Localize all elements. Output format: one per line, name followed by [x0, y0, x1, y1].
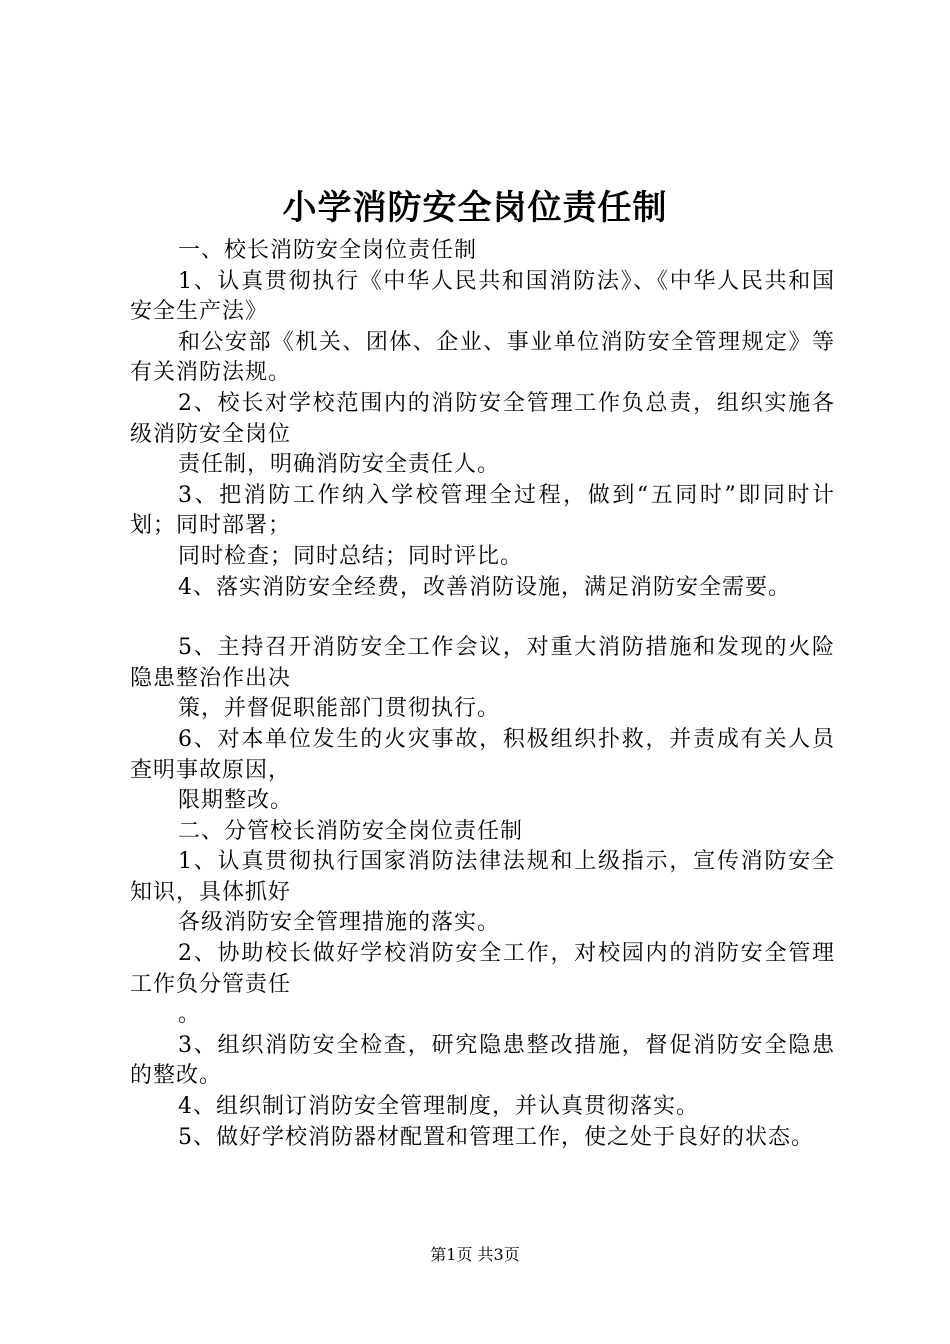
page-footer: 第1页 共3页: [430, 1245, 520, 1264]
section-heading: 二、分管校长消防安全岗位责任制: [178, 818, 524, 844]
paragraph: 1、认真贯彻执行国家消防法律法规和上级指示，宣传消防安全知识，具体抓好: [130, 849, 835, 905]
section-heading: 一、校长消防安全岗位责任制: [178, 238, 478, 263]
paragraph: 2、协助校长做好学校消防安全工作，对校园内的消防安全管理工作负分管责任: [130, 941, 835, 997]
paragraph: 。: [178, 1002, 202, 1028]
document-title: 小学消防安全岗位责任制: [282, 188, 668, 228]
paragraph: 4、落实消防安全经费，改善消防设施，满足消防安全需要。: [178, 574, 791, 600]
paragraph: 1、认真贯彻执行《中华人民共和国消防法》、《中华人民共和国安全生产法》: [130, 268, 835, 325]
paragraph: 限期整改。: [178, 788, 294, 814]
document-body: [130, 236, 835, 1153]
paragraph: 5、主持召开消防安全工作会议，对重大消防措施和发现的火险隐患整治作出决: [130, 635, 835, 691]
paragraph: 2、校长对学校范围内的消防安全管理工作负总责，组织实施各级消防安全岗位: [130, 390, 835, 447]
paragraph: 3、把消防工作纳入学校管理全过程，做到“五同时”即同时计划；同时部署；: [130, 482, 835, 539]
paragraph: 策，并督促职能部门贯彻执行。: [178, 696, 501, 722]
paragraph: 4、组织制订消防安全管理制度，并认真贯彻落实。: [178, 1094, 699, 1120]
paragraph: 各级消防安全管理措施的落实。: [178, 910, 501, 936]
paragraph: 6、对本单位发生的火灾事故，积极组织扑救，并责成有关人员查明事故原因，: [130, 726, 835, 783]
paragraph: 同时检查；同时总结；同时评比。: [178, 543, 524, 569]
paragraph: 3、组织消防安全检查，研究隐患整改措施，督促消防安全隐患的整改。: [130, 1032, 835, 1089]
paragraph: 5、做好学校消防器材配置和管理工作，使之处于良好的状态。: [178, 1124, 814, 1150]
paragraph: 责任制，明确消防安全责任人。: [178, 452, 501, 478]
paragraph: 和公安部《机关、团体、企业、事业单位消防安全管理规定》等有关消防法规。: [130, 329, 835, 386]
